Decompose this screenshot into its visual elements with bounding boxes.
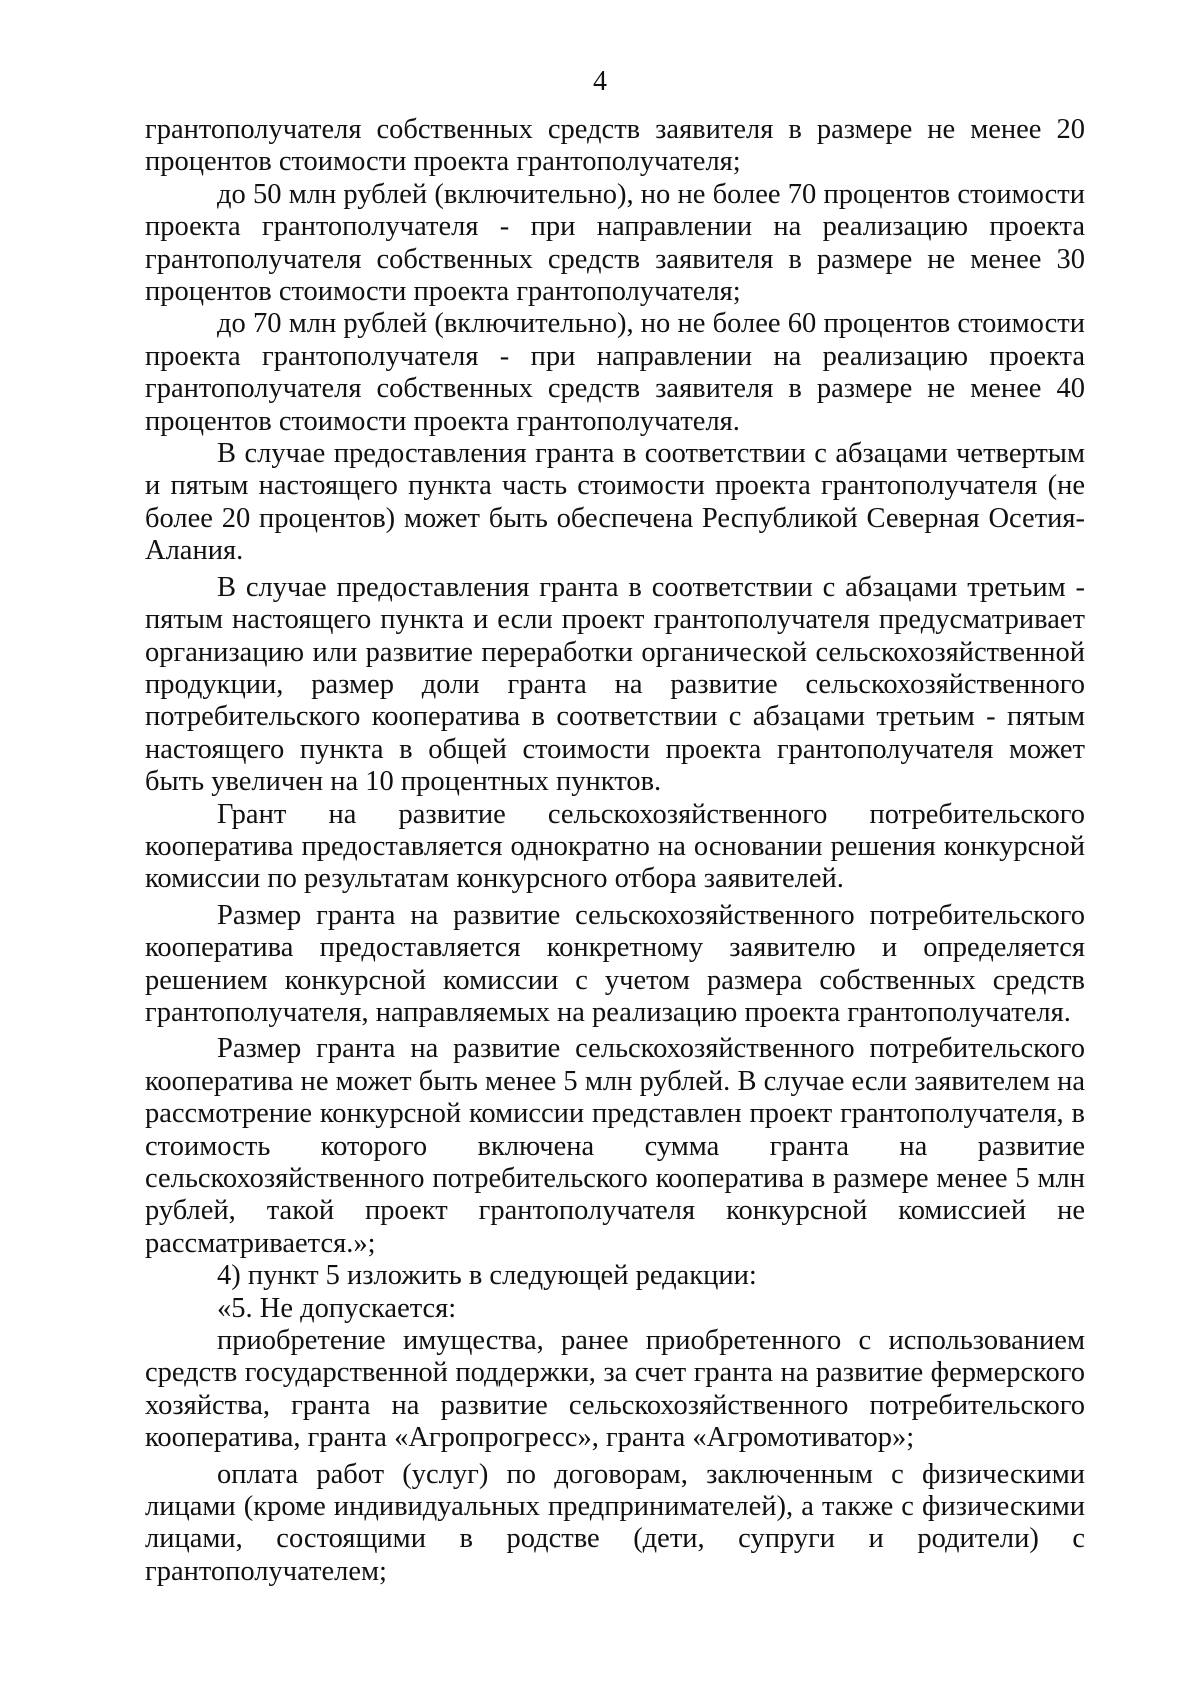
paragraph-payment-contracts: оплата работ (услуг) по договорам, заключенным с физическими лицами (кроме индивидуальных предпринимателей), а также с физическими лицами, состоящими в родстве (дети, супруги и родители) с грантополучателем; [145, 1458, 1085, 1587]
page-number: 4 [593, 66, 607, 97]
paragraph-republic-share: В случае предоставления гранта в соответствии с абзацами четвертым и пятым настоящего пункта часть стоимости проекта грантополучателя (не более 20 процентов) может быть обеспечена Республикой Северная Осетия-Алания. [145, 438, 1085, 567]
paragraph-organic-processing: В случае предоставления гранта в соответствии с абзацами третьим - пятым настоящего пункта и если проект грантополучателя предусматривает организацию или развитие переработки органической сельскохозяйственной продукции, размер доли гранта на развитие сельскохозяйственного потребительского кооператива в соответствии с абзацами третьим - пятым настоящего пункта в общей стоимости проекта грантополучателя может быть увеличен на 10 процентных пунктов. [145, 571, 1085, 798]
paragraph-continuation: грантополучателя собственных средств заявителя в размере не менее 20 процентов стоимости проекта грантополучателя; [145, 114, 1085, 178]
paragraph-grant-70m: до 70 млн рублей (включительно), но не более 60 процентов стоимости проекта грантополучателя - при направлении на реализацию проекта грантополучателя собственных средств заявителя в размере не менее 40 процентов стоимости проекта грантополучателя. [145, 308, 1085, 437]
document-body [145, 114, 1085, 1588]
paragraph-item-4: 4) пункт 5 изложить в следующей редакции: [217, 1260, 757, 1292]
paragraph-item-5-heading: «5. Не допускается: [217, 1292, 457, 1324]
paragraph-grant-size: Размер гранта на развитие сельскохозяйственного потребительского кооператива предоставляется конкретному заявителю и определяется решением конкурсной комиссии с учетом размера собственных средств грантополучателя, направляемых на реализацию проекта грантополучателя. [145, 899, 1085, 1028]
paragraph-grant-50m: до 50 млн рублей (включительно), но не более 70 процентов стоимости проекта грантополучателя - при направлении на реализацию проекта грантополучателя собственных средств заявителя в размере не менее 30 процентов стоимости проекта грантополучателя; [145, 178, 1085, 308]
paragraph-grant-once: Грант на развитие сельскохозяйственного потребительского кооператива предоставляется однократно на основании решения конкурсной комиссии по результатам конкурсного отбора заявителей. [145, 798, 1085, 895]
paragraph-min-grant: Размер гранта на развитие сельскохозяйственного потребительского кооператива не может быть менее 5 млн рублей. В случае если заявителем на рассмотрение конкурсной комиссии представлен проект грантополучателя, в стоимость которого включена сумма гранта на развитие сельскохозяйственного потребительского кооператива в размере менее 5 млн рублей, такой проект грантополучателя конкурсной комиссией не рассматривается.»; [145, 1033, 1085, 1259]
paragraph-property-acquisition: приобретение имущества, ранее приобретенного с использованием средств государственной поддержки, за счет гранта на развитие фермерского хозяйства, гранта на развитие сельскохозяйственного потребительского кооператива, гранта «Агропрогресс», гранта «Агромотиватор»; [145, 1325, 1085, 1454]
